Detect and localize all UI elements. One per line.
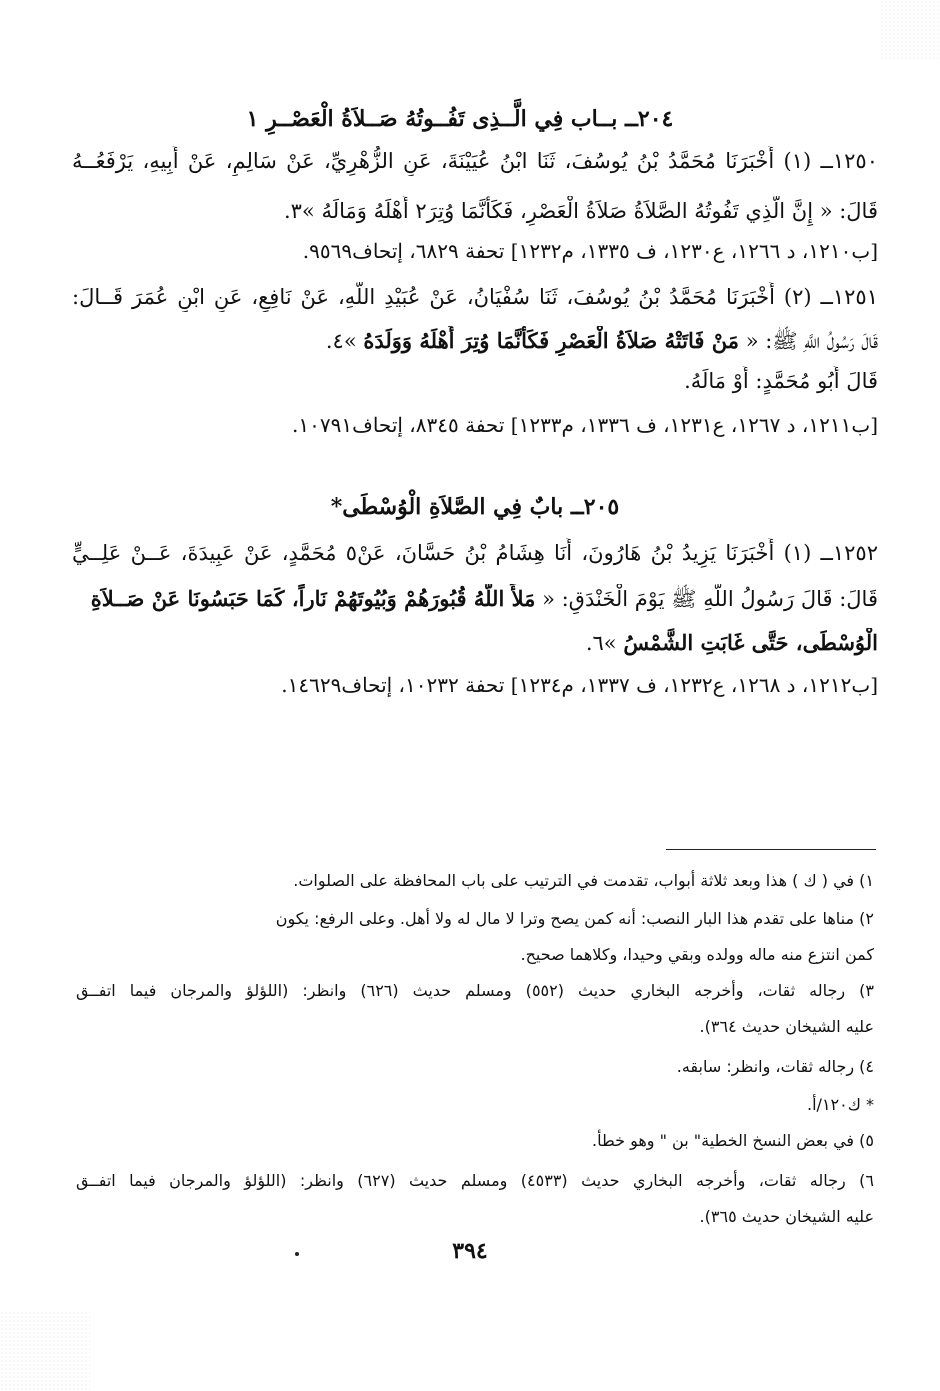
hadith-1252-intro: قَالَ: قَالَ رَسُولُ اللَّهِ ﷺ يَوْمَ الْخَنْدَقِ: « (542, 587, 878, 611)
hadith-1251-close: »٤. (325, 329, 357, 353)
hadith-1252-line-3 (72, 628, 878, 658)
footnote-4: ٤) رجاله ثقات، وانظر: سابقه. (676, 1057, 874, 1076)
footnote-5: ٥) في بعض النسخ الخطية" بن " وهو خطأ. (592, 1131, 874, 1150)
ink-dot (295, 1252, 299, 1256)
footnote-1: ١) في ( ك ) هذا وبعد ثلاثة أبواب، تقدمت في الترتيب على باب المحافظة على الصلوات. (293, 871, 874, 890)
hadith-1252-line-1: ١٢٥٢ــ (١) أَخْبَرَنَا يَزِيدُ بْنُ هَارُونَ، أَنَا هِشَامُ بْنُ حَسَّانَ، عَنْ٥ مُحَمَّدٍ، عَنْ عَبِيدَةَ، عَــنْ عَلِــيٍّ (72, 541, 878, 565)
footnote-2-line-1: ٢) مناها على تقدم هذا البار النصب: أنه كمن يصح وترا لا مال له ولا أهل. وعلى الرفع: يكون (275, 909, 874, 928)
scan-noise (0, 1311, 90, 1391)
hadith-1251-line-1: ١٢٥١ــ (٢) أَخْبَرَنَا مُحَمَّدُ بْنُ يُوسُفَ، ثَنَا سُفْيَانُ، عَنْ عُبَيْدِ اللَّهِ، عَنْ نَافِعٍ، عَنِ ابْنِ عُمَرَ قَــالَ: (72, 285, 878, 309)
page-number: ٣٩٤ (452, 1238, 488, 1264)
hadith-1250-reference: [ب١٢١٠، د ١٢٦٦، ع١٢٣٠، ف ١٣٣٥، م١٢٣٢] تحفة ٦٨٢٩، إتحاف٩٥٦٩. (302, 239, 878, 263)
footnote-3-line-2: عليه الشيخان حديث ٣٦٤). (699, 1017, 874, 1036)
scan-noise (880, 0, 940, 60)
chapter-heading-205: ٢٠٥ــ بابٌ فِي الصَّلاَةِ الْوُسْطَى* (330, 494, 620, 520)
hadith-1251-line-3: قَالَ أَبُو مُحَمَّدٍ: أَوْ مَالَهُ. (684, 369, 878, 393)
hadith-1251-reference: [ب١٢١١، د ١٢٦٧، ع١٢٣١، ف ١٣٣٦، م١٢٣٣] تحفة ٨٣٤٥، إتحاف١٠٧٩١. (292, 413, 878, 437)
chapter-heading-204: ٢٠٤ــ بــاب فِي الَّــذِى تَفُــوتُهُ صَــلاَةُ الْعَصْــرِ ١ (246, 106, 674, 132)
hadith-1251-line-2 (72, 326, 878, 356)
footnote-star: * ك١٢٠/أ. (807, 1095, 874, 1114)
hadith-1250-line-1: ١٢٥٠ــ (١) أَخْبَرَنَا مُحَمَّدُ بْنُ يُوسُفَ، ثَنَا ابْنُ عُيَيْنَةَ، عَنِ الزُّهْرِيِّ، عَنْ سَالِمٍ، عَنْ أَبِيهِ، يَرْفَعُــهُ (72, 149, 878, 173)
hadith-1252-matn: مَلأَ اللَّهُ قُبُورَهُمْ وَبُيُوتَهُمْ نَاراً، كَمَا حَبَسُونَا عَنْ صَــلاَةِ (90, 586, 536, 611)
hadith-1252-reference: [ب١٢١٢، د ١٢٦٨، ع١٢٣٢، ف ١٣٣٧، م١٢٣٤] تحفة ١٠٢٣٢، إتحاف١٤٦٢٩. (281, 673, 878, 697)
hadith-1251-intro: قَالَ رَسُولُ اللَّهِ ﷺ: « (745, 329, 878, 353)
footnote-separator (666, 849, 876, 850)
footnote-2-line-2: كمن انتزع منه ماله وولده وبقي وحيدا، وكلاهما صحيح. (520, 945, 874, 964)
hadith-1250-line-2: قَالَ: « إِنَّ الَّذِي تَفُوتُهُ الصَّلاَةُ صَلاَةُ الْعَصْرِ، فَكَأَنَّمَا وُتِرَ٢ أَهْلَهُ وَمَالَهُ »٣. (283, 199, 878, 223)
hadith-1251-matn: مَنْ فَاتَتْهُ صَلاَةُ الْعَصْرِ فَكَأَنَّمَا وُتِرَ أَهْلَهُ وَوَلَدَهُ (363, 328, 739, 353)
hadith-1252-close: »٦. (585, 631, 617, 655)
footnote-6-line-2: عليه الشيخان حديث ٣٦٥). (699, 1207, 874, 1226)
footnote-3-line-1: ٣) رجاله ثقات، وأخرجه البخاري حديث (٥٥٢) ومسلم حديث (٦٢٦) وانظر: (اللؤلؤ والمرجان فيما اتفــق (76, 981, 874, 1000)
hadith-1252-line-2 (72, 584, 878, 614)
footnote-6-line-1: ٦) رجاله ثقات، وأخرجه البخاري حديث (٤٥٣٣) ومسلم حديث (٦٢٧) وانظر: (اللؤلؤ والمرجان فيما اتفــق (76, 1171, 874, 1190)
hadith-1252-matn-end: الْوُسْطَى، حَتَّى غَابَتِ الشَّمْسُ (623, 630, 878, 655)
